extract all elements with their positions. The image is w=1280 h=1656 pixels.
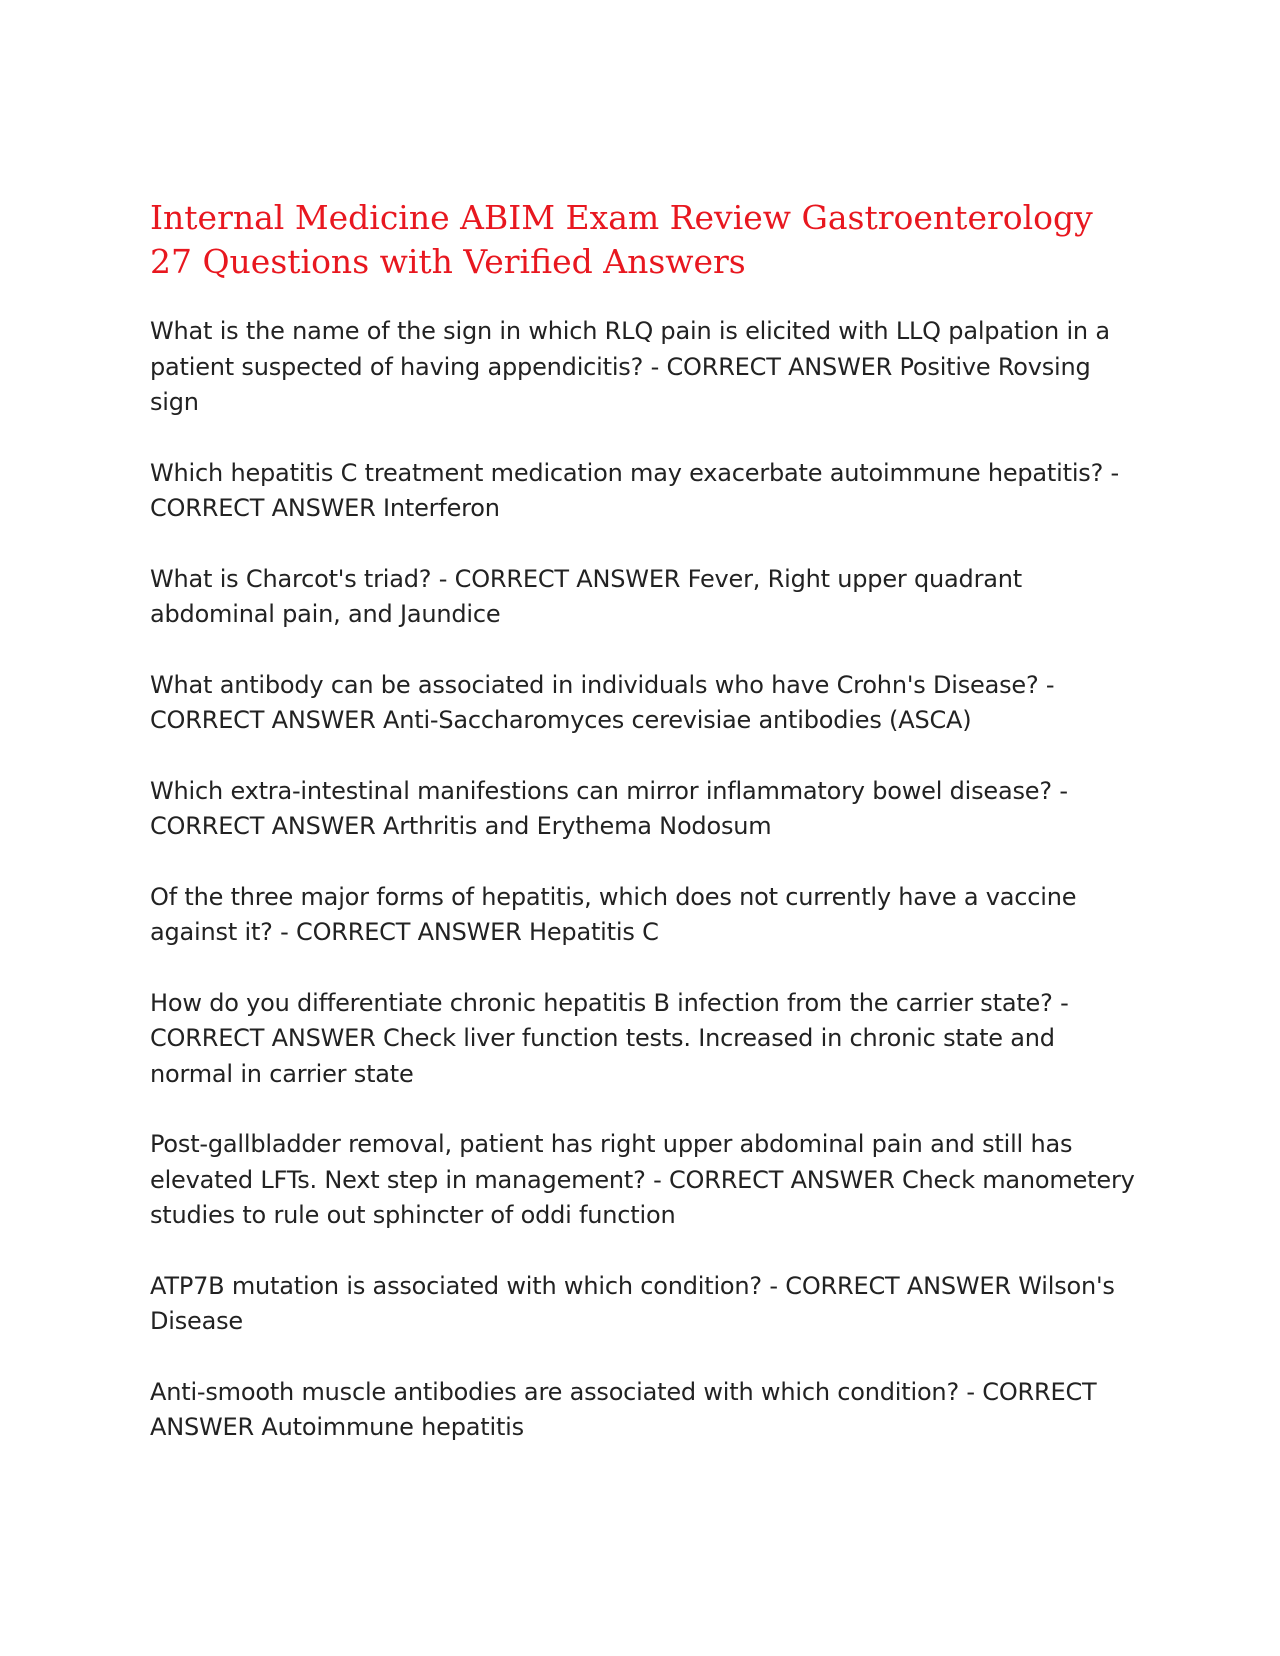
document-page	[150, 196, 1135, 1481]
qa-item: Which hepatitis C treatment medication may exacerbate autoimmune hepatitis? - CORRECT ANSWER Interferon	[150, 458, 1120, 522]
qa-item: What is the name of the sign in which RLQ pain is elicited with LLQ palpation in a patient suspected of having appendicitis? - CORRECT ANSWER Positive Rovsing sign	[150, 317, 1110, 416]
qa-item: Which extra-intestinal manifestions can mirror inflammatory bowel disease? - CORRECT ANSWER Arthritis and Erythema Nodosum	[150, 776, 1068, 840]
qa-item: What is Charcot's triad? - CORRECT ANSWER Fever, Right upper quadrant abdominal pain, and Jaundice	[150, 564, 1022, 628]
document-title: Internal Medicine ABIM Exam Review Gastroenterology 27 Questions with Verified Answers	[150, 198, 1093, 281]
qa-item: Of the three major forms of hepatitis, which does not currently have a vaccine against it? - CORRECT ANSWER Hepatitis C	[150, 882, 1077, 946]
qa-list	[150, 314, 1135, 1446]
qa-item: How do you differentiate chronic hepatitis B infection from the carrier state? - CORRECT ANSWER Check liver function tests. Increased in chronic state and normal in carrier state	[150, 988, 1069, 1088]
qa-item: What antibody can be associated in individuals who have Crohn's Disease? - CORRECT ANSWER Anti-Saccharomyces cerevisiae antibodies (ASCA)	[150, 670, 1055, 734]
qa-item: Anti-smooth muscle antibodies are associated with which condition? - CORRECT ANSWER Autoimmune hepatitis	[150, 1377, 1097, 1441]
qa-item: Post-gallbladder removal, patient has right upper abdominal pain and still has elevated LFTs. Next step in management? - CORRECT ANSWER Check manometery studies to rule out sphincter of oddi function	[150, 1130, 1135, 1229]
qa-item: ATP7B mutation is associated with which condition? - CORRECT ANSWER Wilson's Disease	[150, 1271, 1115, 1335]
